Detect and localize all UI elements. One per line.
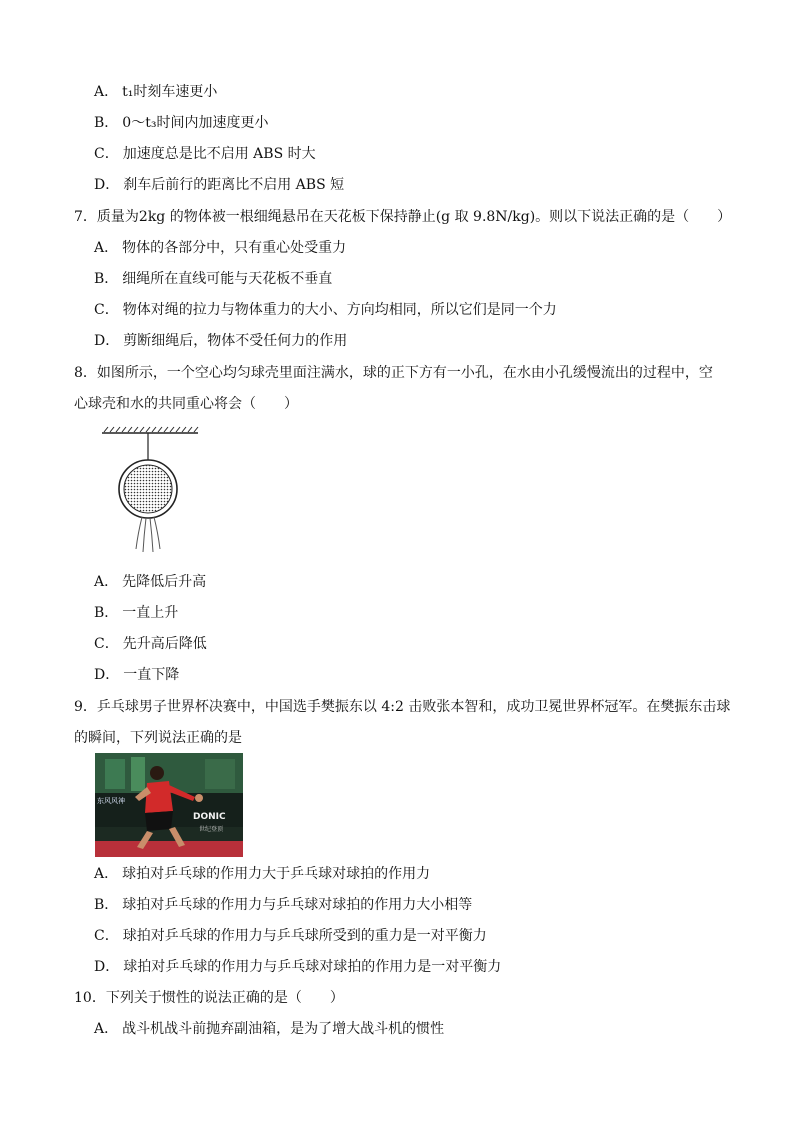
q8-option-d [94,665,179,685]
q9-option-a [94,864,430,884]
q6-option-b [94,113,268,133]
q8-option-b [94,603,178,623]
q9-option-c [94,926,487,946]
option-letter: A． [94,866,119,882]
option-letter: D． [94,333,120,349]
option-letter: D． [94,959,120,975]
q8-option-a [94,572,206,592]
option-letter: D． [94,177,120,193]
option-text: 球拍对乒乓球的作用力与乒乓球对球拍的作用力是一对平衡力 [123,959,502,975]
table-tennis-photo [95,753,243,857]
q9-option-b [94,895,472,915]
q8-stem-line2: 心球壳和水的共同重心将会（ ） [74,396,298,412]
q6-option-d [94,175,344,195]
option-letter: B． [94,605,119,621]
option-text: 一直下降 [123,667,180,683]
option-letter: A． [94,240,119,256]
option-text: 细绳所在直线可能与天花板不垂直 [122,271,333,287]
option-letter: A． [94,574,119,590]
option-text: 加速度总是比不启用 ABS 时大 [122,146,316,162]
option-letter: B． [94,271,119,287]
option-letter: A． [94,1021,119,1037]
option-text: 物体的各部分中，只有重心处受重力 [122,240,347,256]
q7-option-d [94,331,347,351]
option-text: 先降低后升高 [122,574,207,590]
q10-option-a [94,1019,444,1039]
option-letter: C． [94,146,119,162]
q7-option-c [94,300,557,320]
banner-right-text: 世纪登顶 [199,826,224,833]
q7-option-b [94,269,332,289]
option-text: 一直上升 [122,605,179,621]
option-text: 物体对绳的拉力与物体重力的大小、方向均相同，所以它们是同一个力 [122,302,557,318]
option-letter: C． [94,928,119,944]
water-fill [124,465,172,513]
q9-stem-line1: 9．乒乓球男子世界杯决赛中，中国选手樊振东以 4:2 击败张本智和，成功卫冕世界杯冠军。在樊振东击球 [74,699,731,715]
water-stream [136,517,160,552]
option-letter: C． [94,302,119,318]
q6-option-c [94,144,316,164]
option-text: 剪断细绳后，物体不受任何力的作用 [123,333,348,349]
option-letter: D． [94,667,120,683]
option-letter: C． [94,636,119,652]
q8-stem-line1: 8．如图所示，一个空心均匀球壳里面注满水，球的正下方有一小孔，在水由小孔缓慢流出的过程中，空 [74,365,713,381]
hanging-sphere-figure [100,425,200,555]
banner-left-text: 东风风神 [97,797,125,805]
option-text: 刹车后前行的距离比不启用 ABS 短 [123,177,345,193]
option-text: 球拍对乒乓球的作用力大于乒乓球对球拍的作用力 [122,866,431,882]
option-text: 先升高后降低 [122,636,207,652]
q9-stem-line2: 的瞬间，下列说法正确的是 [74,730,242,746]
option-text: t₁时刻车速更小 [122,84,218,100]
option-text: 战斗机战斗前抛弃副油箱，是为了增大战斗机的惯性 [122,1021,445,1037]
option-letter: B． [94,115,119,131]
ceiling-hatch [102,427,198,433]
q8-option-c [94,634,207,654]
q7-stem: 7．质量为2kg 的物体被一根细绳悬吊在天花板下保持静止(g 取 9.8N/kg)。则以下说法正确的是（ ） [74,209,732,225]
option-text: 球拍对乒乓球的作用力与乒乓球所受到的重力是一对平衡力 [122,928,487,944]
q9-option-d [94,957,501,977]
option-letter: B． [94,897,119,913]
option-text: 0～t₃时间内加速度更小 [122,115,269,131]
q7-option-a [94,238,346,258]
banner-brand-text: DONIC [193,812,226,822]
option-letter: A． [94,84,119,100]
q6-option-a [94,82,217,102]
q10-stem: 10．下列关于惯性的说法正确的是（ ） [74,990,344,1006]
option-text: 球拍对乒乓球的作用力与乒乓球对球拍的作用力大小相等 [122,897,473,913]
